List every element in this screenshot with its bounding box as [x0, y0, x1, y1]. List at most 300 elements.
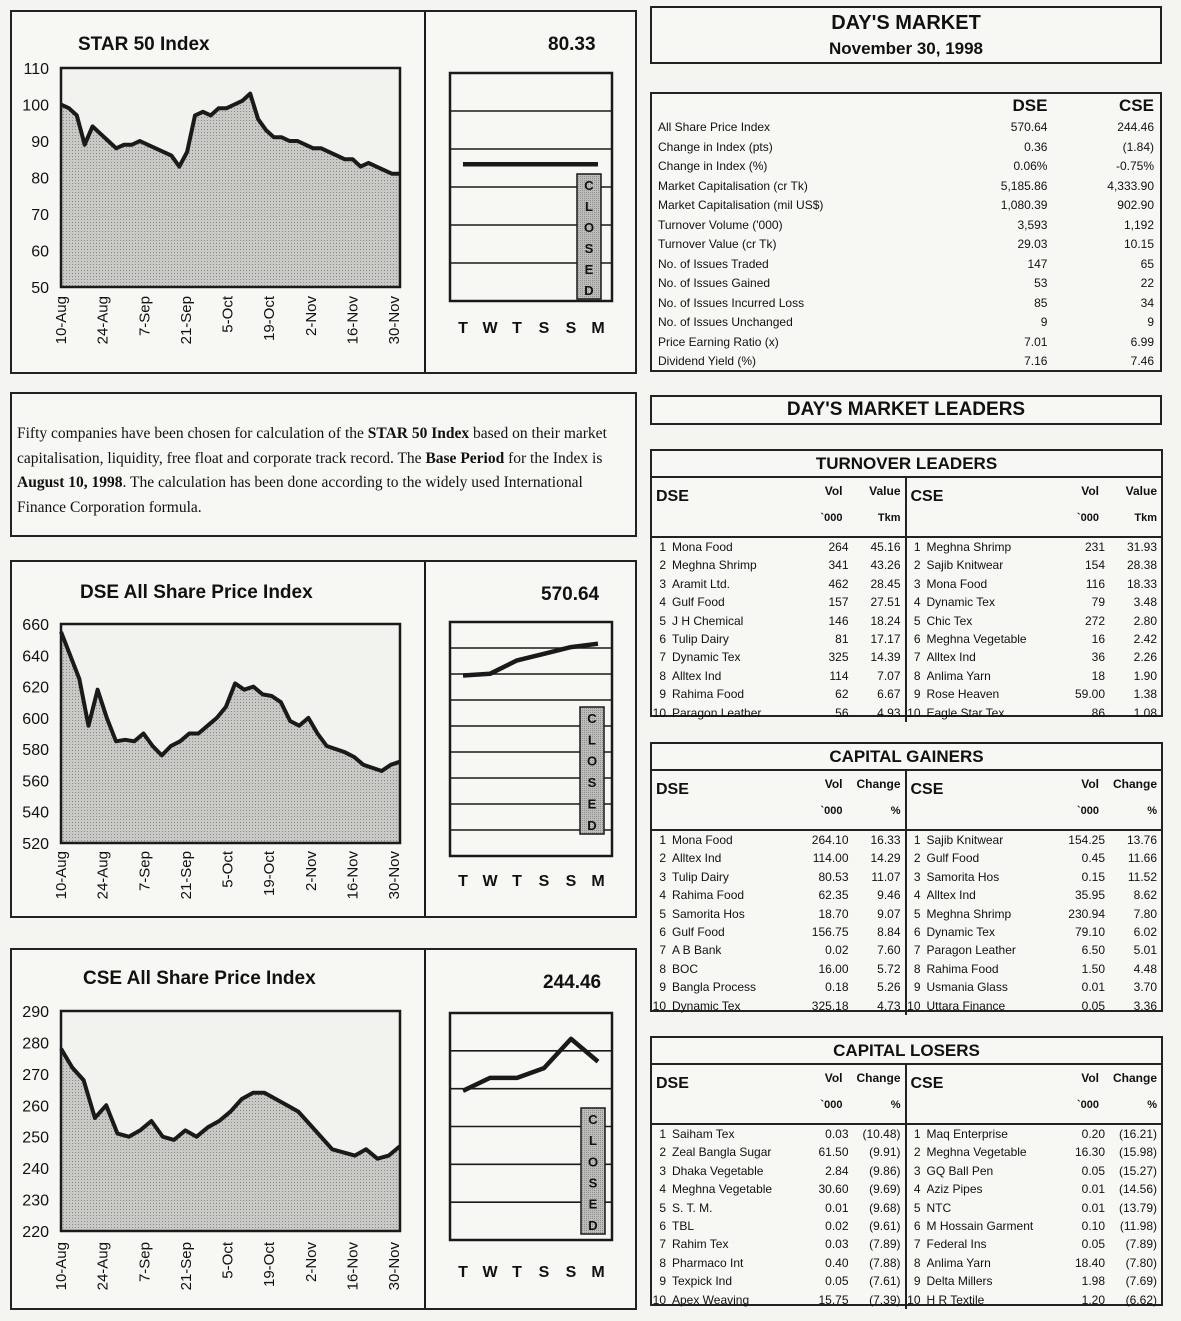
- table-row: [652, 685, 905, 703]
- market-leaders-header: DAY'S MARKET LEADERS: [650, 395, 1162, 425]
- row-v1: 59.00: [1074, 687, 1105, 702]
- table-row: [652, 1125, 905, 1143]
- value-header: Change: [1112, 777, 1157, 791]
- row-name: Tulip Dairy: [672, 869, 729, 884]
- cse-y-tick-label: 270: [22, 1066, 49, 1084]
- market-dse-cell: 0.06%: [1013, 159, 1048, 173]
- table-row: [652, 1180, 905, 1198]
- row-rank: 3: [913, 869, 921, 884]
- table-row: [652, 886, 905, 904]
- market-dse-cell: 9: [1040, 315, 1048, 329]
- dse-closed-letter: C: [587, 711, 597, 726]
- table-row: [907, 556, 1162, 574]
- table-row: [907, 905, 1162, 923]
- market-cse-cell: 65: [1140, 256, 1154, 271]
- star50-y-tick-label: 90: [31, 134, 49, 151]
- row-v2: 11.66: [1127, 851, 1157, 866]
- table-row: [907, 997, 1162, 1015]
- row-v1: 0.15: [1081, 869, 1105, 884]
- row-name: Paragon Leather: [672, 705, 762, 720]
- row-name: Samorita Hos: [926, 869, 1000, 884]
- row-v1: 0.05: [825, 1274, 849, 1289]
- row-v1: 0.20: [1081, 1127, 1105, 1141]
- row-name: Chic Tex: [926, 613, 973, 628]
- market-label-cell: Turnover Value (cr Tk): [658, 237, 777, 251]
- market-cse-cell: 4,333.90: [1107, 178, 1154, 193]
- cse-closed-letter: L: [589, 1133, 597, 1149]
- row-name: Alltex Ind: [926, 888, 976, 903]
- dse-y-tick-label: 560: [22, 773, 49, 791]
- dse-x-tick-label: 5-Oct: [219, 851, 237, 888]
- star50-x-tick-label: 19-Oct: [261, 296, 279, 342]
- row-v2: (7.88): [869, 1255, 901, 1270]
- row-v2: 8.62: [1133, 888, 1157, 903]
- row-name: Rahim Tex: [672, 1237, 729, 1252]
- exchange-label: CSE: [910, 488, 944, 505]
- star50-x-tick-label: 7-Sep: [136, 296, 154, 337]
- row-v1: 0.10: [1081, 1218, 1105, 1233]
- row-name: Meghna Shrimp: [926, 540, 1012, 554]
- row-name: TBL: [672, 1218, 695, 1233]
- cse-x-tick-label: 2-Nov: [302, 1242, 320, 1283]
- row-rank: 7: [659, 943, 666, 958]
- note-seg2: based on their market capitalisation, liquidity, free float and corporate track record. The: [17, 425, 607, 467]
- table-row: [907, 667, 1162, 685]
- row-rank: 10: [652, 998, 666, 1013]
- row-v1: 0.05: [1081, 1237, 1105, 1252]
- market-cse-cell: (1.84): [1122, 139, 1154, 154]
- row-rank: 1: [913, 1127, 921, 1141]
- star50-y-tick-label: 60: [31, 243, 49, 261]
- cse-title: CSE All Share Price Index: [83, 968, 316, 989]
- table-row: [907, 849, 1162, 867]
- row-v1: 56: [835, 705, 849, 720]
- dse-current-value: 570.64: [541, 584, 600, 605]
- vol-unit-header: `000: [820, 1099, 843, 1111]
- row-rank: 4: [913, 1182, 921, 1197]
- dse-week-day-label: T: [512, 873, 522, 890]
- table-row: [907, 685, 1162, 703]
- row-v2: 6.67: [877, 687, 901, 702]
- market-label-cell: No. of Issues Traded: [658, 256, 769, 271]
- star50-note-text: [17, 422, 632, 520]
- table-row: [652, 1199, 905, 1217]
- table-row: [907, 538, 1162, 556]
- row-name: Alltex Ind: [672, 851, 722, 866]
- row-v1: 6.50: [1081, 943, 1105, 958]
- row-rank: 7: [913, 650, 921, 665]
- dse-week-day-label: T: [458, 873, 468, 890]
- row-name: Dhaka Vegetable: [672, 1163, 764, 1178]
- row-v2: 11.07: [871, 869, 901, 884]
- table-row: [652, 556, 905, 574]
- star50-closed-letter: D: [584, 282, 594, 298]
- row-name: Gulf Food: [672, 595, 725, 610]
- gainers-columns: [652, 771, 1161, 1015]
- row-v2: 3.70: [1133, 980, 1157, 995]
- value-header: Value: [1125, 484, 1157, 498]
- row-v1: 0.01: [825, 1200, 849, 1215]
- days-market-title: DAY'S MARKET: [831, 12, 981, 34]
- dse-x-tick-label: 16-Nov: [344, 851, 362, 900]
- dse-y-tick-label: 600: [22, 710, 49, 728]
- row-v1: 156.75: [811, 924, 849, 939]
- row-v2: (6.62): [1125, 1292, 1157, 1307]
- row-name: Paragon Leather: [926, 943, 1016, 958]
- star50-closed-letter: L: [585, 198, 593, 214]
- vol-unit-header: `000: [820, 805, 843, 817]
- turnover-header: [907, 478, 1162, 538]
- value-unit-header: %: [1147, 805, 1157, 817]
- star50-current-value: 80.33: [548, 34, 596, 55]
- dse-closed-letter: S: [587, 775, 597, 791]
- market-dse-cell: 29.03: [1017, 237, 1048, 251]
- dse-week-day-label: W: [482, 873, 498, 890]
- market-cse-cell: 244.46: [1117, 120, 1154, 134]
- row-rank: 2: [913, 558, 921, 573]
- table-row: [652, 923, 905, 941]
- table-row: [652, 704, 905, 722]
- vol-header: Vol: [824, 484, 843, 498]
- row-v2: 6.02: [1133, 924, 1157, 939]
- row-v2: 5.72: [877, 961, 901, 976]
- row-v2: (11.98): [1119, 1218, 1157, 1233]
- turnover-columns: [652, 478, 1161, 722]
- row-v1: 0.03: [825, 1237, 849, 1252]
- star50-y-tick-label: 50: [31, 280, 49, 297]
- row-v2: 8.84: [877, 924, 901, 939]
- row-v2: (9.68): [869, 1200, 901, 1215]
- exchange-label: DSE: [656, 781, 689, 798]
- value-header: Change: [856, 777, 901, 791]
- row-rank: 3: [913, 1163, 921, 1178]
- table-row: [907, 941, 1162, 959]
- row-rank: 4: [659, 595, 666, 610]
- row-v2: (9.86): [869, 1163, 901, 1178]
- market-cse-cell: 1,192: [1123, 217, 1154, 232]
- table-row: [652, 831, 905, 849]
- days-market-table-box: [650, 92, 1162, 372]
- row-v1: 36: [1091, 650, 1105, 665]
- row-rank: 1: [659, 1127, 666, 1141]
- row-v2: (9.61): [869, 1218, 901, 1233]
- cse-y-tick-label: 220: [22, 1224, 49, 1241]
- market-label-cell: Change in Index (pts): [658, 139, 773, 154]
- market-label-cell: No. of Issues Incurred Loss: [658, 295, 805, 310]
- row-name: Zeal Bangla Sugar: [672, 1145, 772, 1160]
- row-v2: 2.26: [1133, 650, 1157, 665]
- row-v1: 62.35: [818, 888, 849, 903]
- star50-week-day-label: M: [591, 320, 605, 337]
- dse-y-tick-label: 660: [22, 617, 49, 634]
- note-seg1: Fifty companies have been chosen for calculation of the: [17, 425, 368, 442]
- row-name: Anlima Yarn: [926, 668, 991, 683]
- losers-title: CAPITAL LOSERS: [652, 1038, 1161, 1065]
- table-row: [652, 648, 905, 666]
- row-v2: 4.73: [877, 998, 901, 1013]
- gainers-left-half: [652, 771, 907, 1015]
- row-v1: 0.03: [825, 1127, 849, 1141]
- cse-x-tick-label: 21-Sep: [177, 1242, 195, 1291]
- row-rank: 7: [913, 1237, 921, 1252]
- row-rank: 10: [907, 998, 921, 1013]
- row-rank: 4: [659, 888, 666, 903]
- row-v1: 325: [828, 650, 849, 665]
- table-row: [652, 941, 905, 959]
- row-v1: 264.10: [811, 833, 849, 847]
- value-unit-header: %: [890, 805, 901, 817]
- row-name: Tulip Dairy: [672, 631, 729, 646]
- row-name: Eagle Star Tex: [926, 705, 1005, 720]
- row-v2: (13.79): [1118, 1200, 1157, 1215]
- note-bold3: August 10, 1998: [17, 474, 123, 491]
- cse-closed-letter: E: [588, 1196, 598, 1212]
- dse-closed-letter: L: [588, 732, 596, 748]
- row-v2: (15.98): [1118, 1145, 1157, 1160]
- table-row: [652, 978, 905, 996]
- table-row: [907, 886, 1162, 904]
- market-label-cell: Change in Index (%): [658, 159, 768, 173]
- row-v1: 231: [1084, 540, 1105, 554]
- row-name: Mona Food: [672, 540, 733, 554]
- dse-x-tick-label: 10-Aug: [53, 851, 70, 900]
- row-v2: (7.69): [1125, 1274, 1157, 1289]
- losers-header: [907, 1065, 1162, 1125]
- row-name: Texpick Ind: [672, 1274, 733, 1289]
- row-v2: 14.39: [870, 650, 901, 665]
- row-v1: 15.75: [818, 1292, 849, 1307]
- row-name: A B Bank: [672, 943, 722, 958]
- row-v1: 0.18: [825, 980, 849, 995]
- table-row: [652, 630, 905, 648]
- row-v1: 79.10: [1074, 924, 1105, 939]
- market-dse-cell: 7.01: [1024, 334, 1048, 349]
- row-v2: (7.89): [1125, 1237, 1157, 1252]
- row-rank: 6: [659, 631, 666, 646]
- star50-closed-letter: C: [584, 178, 594, 193]
- row-rank: 6: [659, 924, 666, 939]
- row-rank: 10: [652, 705, 666, 720]
- value-unit-header: %: [890, 1099, 901, 1111]
- row-v2: 16.33: [870, 833, 901, 847]
- row-name: Sajib Knitwear: [926, 558, 1004, 573]
- table-row: [907, 704, 1162, 722]
- table-row: [907, 1199, 1162, 1217]
- market-label-cell: Market Capitalisation (cr Tk): [658, 178, 808, 193]
- row-v2: 11.52: [1127, 869, 1157, 884]
- row-v1: 341: [828, 558, 849, 573]
- table-row: [652, 612, 905, 630]
- table-row: [907, 1143, 1162, 1161]
- row-name: Gulf Food: [672, 924, 725, 939]
- value-header: Value: [869, 484, 901, 498]
- dse-title: DSE All Share Price Index: [80, 582, 313, 603]
- row-v1: 1.20: [1081, 1292, 1105, 1307]
- market-row: [652, 196, 1160, 216]
- row-v1: 30.60: [818, 1182, 849, 1197]
- row-rank: 3: [659, 869, 666, 884]
- dse-y-tick-label: 580: [22, 742, 49, 760]
- market-row: [652, 216, 1160, 236]
- table-row: [652, 1143, 905, 1161]
- value-unit-header: Tkm: [877, 512, 901, 524]
- row-v2: (9.91): [869, 1145, 901, 1160]
- vol-header: Vol: [824, 777, 843, 791]
- dse-week-day-label: S: [538, 873, 550, 890]
- row-rank: 5: [913, 1200, 921, 1215]
- table-row: [652, 667, 905, 685]
- row-rank: 6: [659, 1218, 666, 1233]
- row-rank: 8: [913, 1255, 921, 1270]
- cse-week-day-label: S: [565, 1264, 577, 1281]
- losers-right-half: [907, 1065, 1162, 1309]
- col-cse: CSE: [1119, 96, 1154, 115]
- star50-closed-letter: O: [583, 219, 595, 235]
- table-row: [652, 849, 905, 867]
- star50-x-tick-label: 16-Nov: [344, 296, 362, 345]
- col-dse: DSE: [1012, 96, 1048, 115]
- row-v2: (7.39): [869, 1292, 901, 1307]
- row-v1: 16.00: [818, 961, 849, 976]
- note-seg3: for the Index is: [504, 449, 603, 467]
- row-v1: 62: [835, 687, 849, 702]
- row-v2: 18.24: [870, 613, 901, 628]
- row-rank: 10: [907, 1292, 921, 1307]
- cse-current-value: 244.46: [543, 972, 602, 993]
- dse-closed-letter: O: [586, 753, 598, 769]
- star50-y-tick-label: 110: [23, 61, 49, 78]
- star50-closed-letter: S: [584, 240, 594, 256]
- row-v2: (7.61): [869, 1274, 901, 1289]
- row-name: Mona Food: [926, 576, 988, 591]
- row-rank: 9: [659, 980, 666, 995]
- row-name: Anlima Yarn: [926, 1255, 991, 1270]
- row-v1: 16.30: [1074, 1145, 1105, 1160]
- row-v2: 9.07: [877, 906, 901, 921]
- row-v2: (9.69): [869, 1182, 901, 1197]
- row-rank: 6: [913, 1218, 921, 1233]
- market-label-cell: Price Earning Ratio (x): [658, 334, 779, 349]
- market-label-cell: Market Capitalisation (mil US$): [658, 198, 824, 212]
- market-row: [652, 138, 1160, 158]
- row-rank: 5: [913, 906, 921, 921]
- gainers-header: [907, 771, 1162, 831]
- market-row: [652, 352, 1160, 372]
- dse-y-tick-label: 520: [22, 836, 49, 853]
- table-row: [907, 923, 1162, 941]
- row-name: M Hossain Garment: [926, 1218, 1034, 1233]
- row-rank: 7: [659, 1237, 666, 1252]
- table-row: [907, 868, 1162, 886]
- row-v1: 0.01: [1081, 1200, 1105, 1215]
- table-row: [907, 1217, 1162, 1235]
- star50-y-tick-label: 80: [31, 170, 49, 188]
- star50-week-day-label: S: [565, 320, 577, 337]
- gainers-title: CAPITAL GAINERS: [652, 744, 1161, 771]
- losers-header: [652, 1065, 905, 1125]
- row-v1: 114: [829, 668, 849, 683]
- dse-x-tick-label: 7-Sep: [136, 851, 154, 892]
- market-cse-cell: 6.99: [1130, 334, 1154, 349]
- row-rank: 5: [659, 906, 666, 921]
- row-v2: 5.26: [877, 980, 901, 995]
- row-name: Sajib Knitwear: [926, 833, 1004, 847]
- market-dse-cell: 570.64: [1010, 120, 1048, 134]
- market-dse-cell: 3,593: [1017, 217, 1048, 232]
- row-rank: 2: [659, 558, 666, 573]
- cse-closed-letter: S: [588, 1175, 598, 1191]
- row-rank: 3: [913, 576, 921, 591]
- turnover-title: TURNOVER LEADERS: [652, 451, 1161, 478]
- row-name: Aramit Ltd.: [672, 576, 731, 591]
- row-v1: 0.02: [825, 943, 849, 958]
- dse-y-tick-label: 640: [22, 648, 49, 666]
- row-v1: 0.45: [1081, 851, 1105, 866]
- row-v1: 1.50: [1081, 961, 1105, 976]
- market-cse-cell: 7.46: [1130, 354, 1154, 368]
- row-v2: 43.26: [870, 558, 901, 573]
- table-row: [652, 1162, 905, 1180]
- row-rank: 5: [913, 613, 921, 628]
- row-v2: 9.46: [877, 888, 901, 903]
- row-v2: 45.16: [870, 540, 901, 554]
- row-v2: 1.90: [1133, 668, 1157, 683]
- days-market-header: [650, 6, 1162, 64]
- row-v2: (10.48): [862, 1127, 901, 1141]
- row-name: Gulf Food: [926, 851, 980, 866]
- row-name: Dynamic Tex: [672, 998, 741, 1013]
- table-row: [907, 1180, 1162, 1198]
- row-v2: (7.80): [1125, 1255, 1157, 1270]
- table-row: [907, 1162, 1162, 1180]
- note-seg4: . The calculation has been done according to the widely used International Finance Corporation formula.: [17, 474, 583, 516]
- row-v2: 7.07: [877, 668, 901, 683]
- table-row: [652, 905, 905, 923]
- exchange-label: CSE: [910, 1075, 944, 1092]
- cse-y-tick-label: 240: [22, 1161, 49, 1179]
- row-v1: 81: [835, 631, 849, 646]
- value-header: Change: [1112, 1071, 1157, 1085]
- value-header: Change: [856, 1071, 901, 1085]
- row-name: S. T. M.: [672, 1200, 713, 1215]
- table-row: [907, 1291, 1162, 1309]
- table-row: [652, 1272, 905, 1290]
- table-row: [652, 1291, 905, 1309]
- star50-x-tick-label: 30-Nov: [386, 296, 403, 345]
- row-rank: 2: [659, 851, 666, 866]
- row-name: Bangla Process: [672, 980, 757, 995]
- row-name: J H Chemical: [672, 613, 744, 628]
- market-label-cell: Turnover Volume ('000): [658, 217, 783, 232]
- row-v2: 13.76: [1126, 833, 1157, 847]
- cse-x-tick-label: 7-Sep: [136, 1242, 154, 1283]
- market-label-cell: No. of Issues Unchanged: [658, 315, 793, 329]
- cse-closed-letter: O: [587, 1154, 599, 1170]
- row-name: GQ Ball Pen: [926, 1163, 994, 1178]
- row-v2: 28.45: [870, 576, 901, 591]
- turnover-leaders-table: [650, 449, 1163, 720]
- row-rank: 7: [913, 943, 921, 958]
- row-v2: 31.93: [1126, 540, 1157, 554]
- row-v1: 35.95: [1074, 888, 1105, 903]
- row-name: Alltex Ind: [926, 650, 976, 665]
- exchange-label: DSE: [656, 1075, 689, 1092]
- vol-unit-header: `000: [1076, 1099, 1099, 1111]
- row-v2: 2.42: [1133, 631, 1157, 646]
- row-name: Delta Millers: [926, 1274, 993, 1289]
- table-row: [907, 593, 1162, 611]
- row-name: Dynamic Tex: [926, 595, 995, 610]
